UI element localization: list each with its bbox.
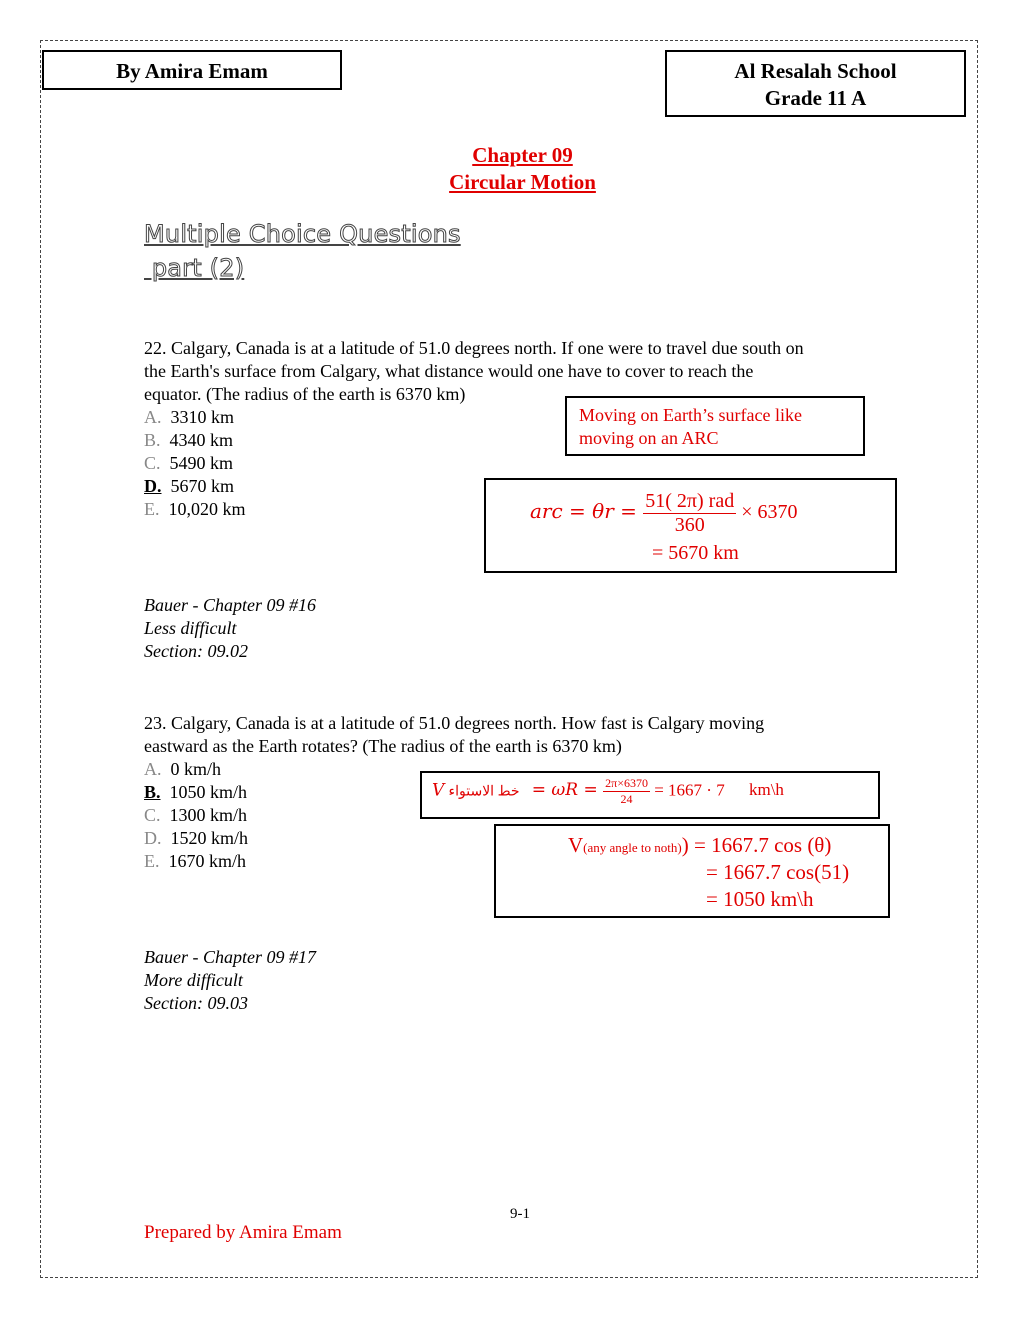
option-text: 5670 km <box>170 476 235 496</box>
calc-multiplier: × 6370 <box>741 501 798 524</box>
calc-fraction <box>603 776 650 807</box>
option-letter: E. <box>144 851 160 871</box>
section-subheading: part (2) <box>144 254 245 282</box>
grade-label: Grade 11 A <box>764 86 867 110</box>
school-box <box>665 50 966 117</box>
author-name: By Amira Emam <box>116 59 268 83</box>
calc2-line1: ) = 1667.7 cos (θ) <box>681 833 832 857</box>
q22-calculation-box <box>484 478 897 573</box>
calc-denominator: 24 <box>620 792 633 806</box>
q22-option-a <box>144 406 234 429</box>
q22-option-e <box>144 498 246 521</box>
option-text: 1670 km/h <box>168 851 247 871</box>
option-text: 1520 km/h <box>170 828 249 848</box>
option-text: 5490 km <box>169 453 234 473</box>
q23-difficulty: More difficult <box>144 970 243 990</box>
q23-equator-speed-box <box>420 771 880 819</box>
option-text: 1300 km/h <box>169 805 248 825</box>
option-letter: C. <box>144 805 161 825</box>
calc-denominator: 360 <box>674 514 705 536</box>
q22-option-b <box>144 429 233 452</box>
option-letter: A. <box>144 407 162 427</box>
option-letter-correct: B. <box>144 782 161 802</box>
calc-v: V <box>432 780 445 801</box>
calc-omega-r: = ωR = <box>531 780 604 801</box>
q23-source: Bauer - Chapter 09 #17 <box>144 947 316 967</box>
q22-section: Section: 09.02 <box>144 641 248 661</box>
q22-note-box <box>565 396 865 456</box>
calc-fraction <box>643 490 736 537</box>
calc2-line2: = 1667.7 cos(51) <box>706 860 850 884</box>
prepared-by: Prepared by Amira Emam <box>144 1222 342 1243</box>
section-heading: Multiple Choice Questions <box>144 220 461 248</box>
q23-option-d <box>144 827 248 850</box>
note-line2: moving on an ARC <box>579 428 719 448</box>
topic-title: Circular Motion <box>449 170 596 194</box>
note-line1: Moving on Earth’s surface like <box>579 405 802 425</box>
q22-text-line1: 22. Calgary, Canada is at a latitude of 51.0 degrees north. If one were to travel due south on <box>144 338 804 358</box>
calc-lhs: arc = θr = <box>530 499 644 524</box>
option-letter: B. <box>144 430 161 450</box>
option-text: 1050 km/h <box>169 782 248 802</box>
q23-option-a <box>144 758 221 781</box>
option-letter: D. <box>144 828 162 848</box>
q23-section: Section: 09.03 <box>144 993 248 1013</box>
calc-result: = 5670 km <box>652 542 739 564</box>
q22-option-c <box>144 452 233 475</box>
q22-source: Bauer - Chapter 09 #16 <box>144 595 316 615</box>
q22-difficulty: Less difficult <box>144 618 237 638</box>
q23-text-line2: eastward as the Earth rotates? (The radius of the earth is 6370 km) <box>144 736 622 756</box>
page-number: 9-1 <box>510 1206 530 1222</box>
q23-option-e <box>144 850 246 873</box>
calc2-line3: = 1050 km\h <box>706 887 814 911</box>
calc-unit: km\h <box>748 780 784 800</box>
calc2-subscript: (any angle to noth) <box>583 840 682 855</box>
q23-text-line1: 23. Calgary, Canada is at a latitude of 51.0 degrees north. How fast is Calgary moving <box>144 713 765 733</box>
q23-latitude-speed-box <box>494 824 890 918</box>
calc-numerator: 51( 2π) rad <box>645 490 735 512</box>
option-text: 0 km/h <box>170 759 222 779</box>
option-text: 10,020 km <box>168 499 246 519</box>
calc-result: = 1667 · 7 <box>654 780 725 800</box>
q23-option-c <box>144 804 247 827</box>
chapter-title: Chapter 09 <box>472 143 573 167</box>
option-letter: C. <box>144 453 161 473</box>
q23-option-b-correct <box>144 781 247 804</box>
option-text: 3310 km <box>170 407 235 427</box>
author-box <box>42 50 342 90</box>
calc-v-subscript: خط الاستواء <box>448 784 520 800</box>
q22-option-d-correct <box>144 475 234 498</box>
q22-text-line3: equator. (The radius of the earth is 6370 km) <box>144 384 466 404</box>
q22-text-line2: the Earth's surface from Calgary, what distance would one have to cover to reach the <box>144 361 754 381</box>
option-letter: A. <box>144 759 162 779</box>
option-text: 4340 km <box>169 430 234 450</box>
calc2-v: V <box>568 833 584 857</box>
option-letter: E. <box>144 499 160 519</box>
option-letter-correct: D. <box>144 476 162 496</box>
school-name: Al Resalah School <box>734 59 897 83</box>
calc-numerator: 2π×6370 <box>605 776 648 790</box>
